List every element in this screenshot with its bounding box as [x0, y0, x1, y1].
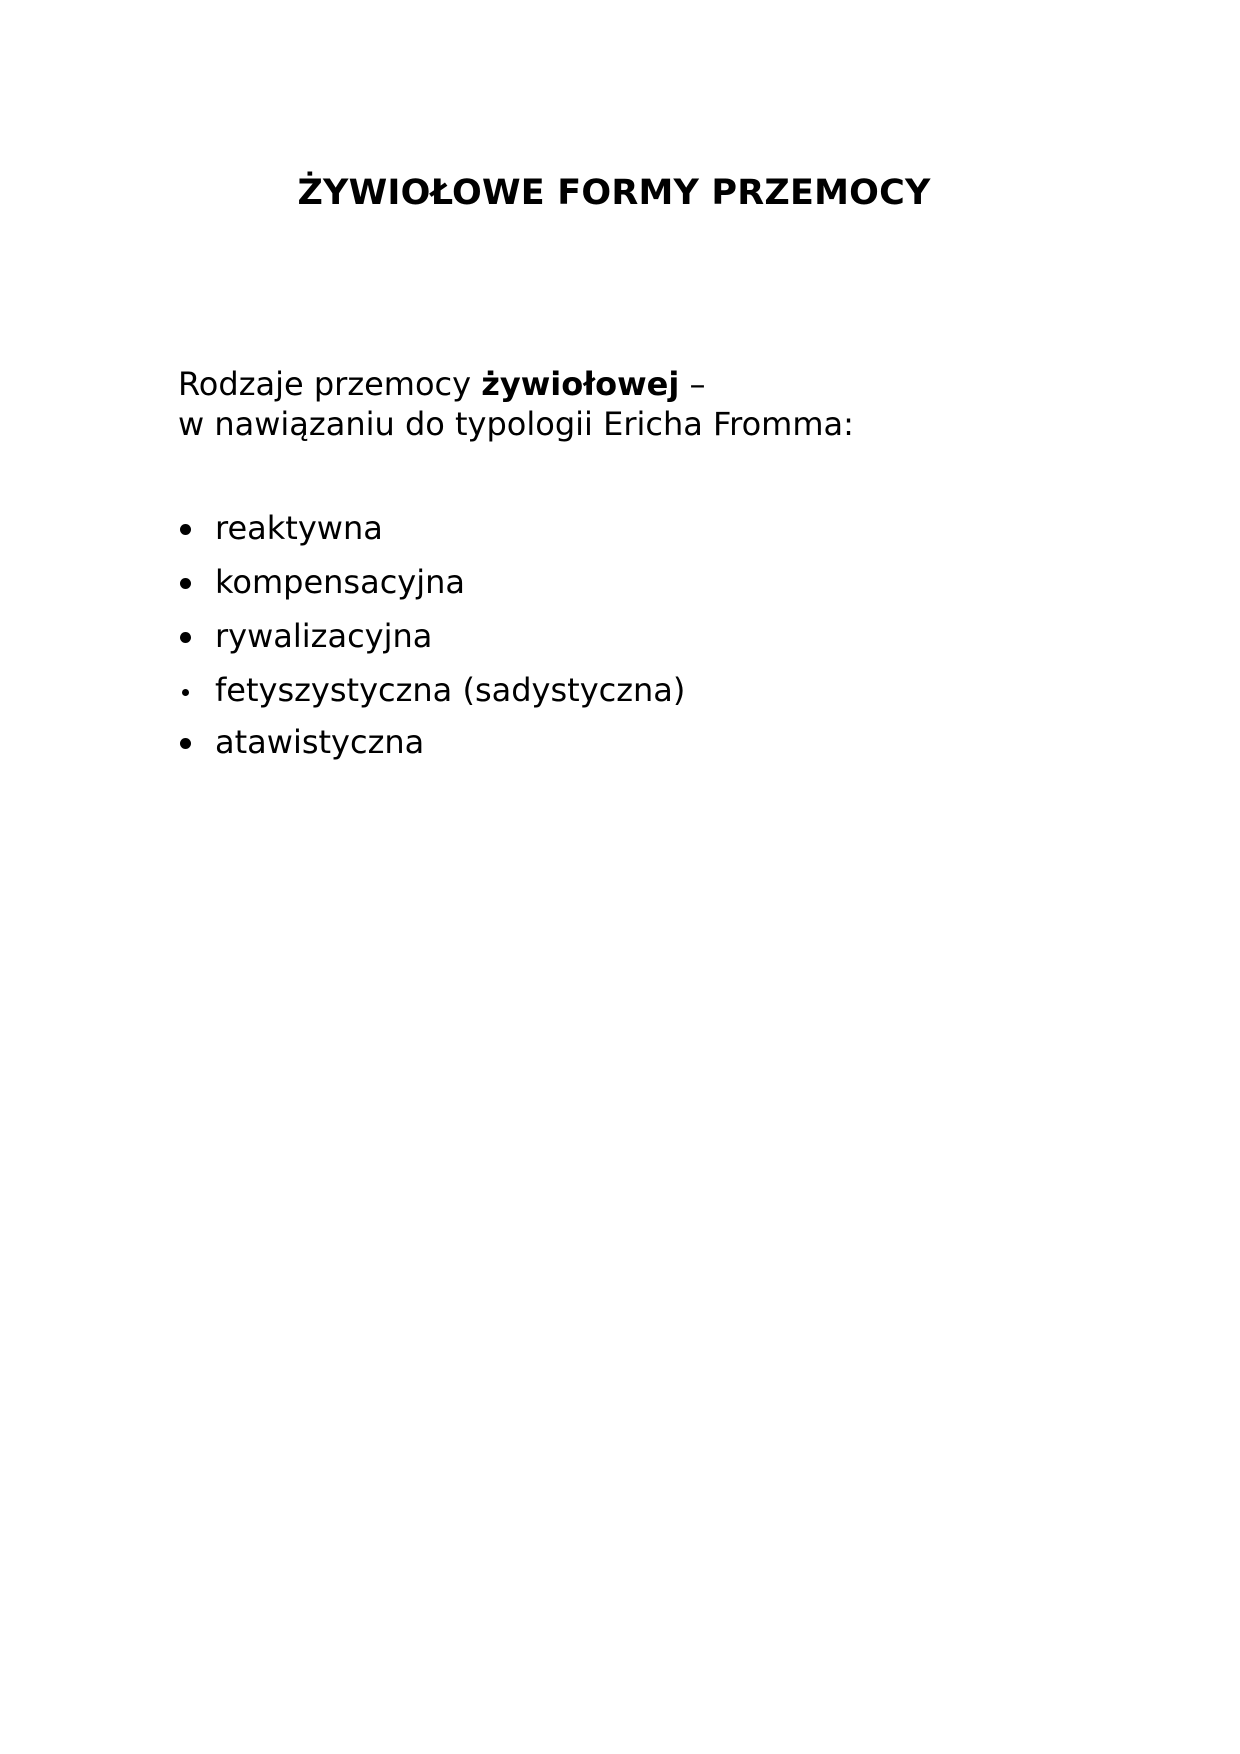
- bullet-icon: [180, 738, 191, 749]
- intro-line-2: w nawiązaniu do typologii Ericha Fromma:: [178, 405, 854, 443]
- list-item: [178, 562, 1078, 616]
- intro-paragraph: [178, 364, 1078, 444]
- bullet-icon: [180, 524, 191, 535]
- list-item-label: rywalizacyjna: [215, 617, 433, 655]
- list-item-label: fetyszystyczna (sadystyczna): [215, 671, 686, 709]
- list-item: [178, 616, 1078, 670]
- intro-text-before: Rodzaje przemocy: [178, 365, 482, 403]
- list-item-label: reaktywna: [215, 509, 383, 547]
- bullet-icon: [180, 632, 191, 643]
- list-item: [178, 722, 1078, 776]
- page-title: ŻYWIOŁOWE FORMY PRZEMOCY: [297, 173, 931, 213]
- intro-text-after: –: [679, 365, 706, 403]
- list-item-label: atawistyczna: [215, 723, 425, 761]
- list-item: [178, 670, 1078, 722]
- bullet-icon: [180, 578, 191, 589]
- bullet-list: [178, 508, 1078, 776]
- intro-bold-word: żywiołowej: [481, 365, 680, 403]
- intro-line-1: [178, 364, 1078, 404]
- bullet-icon: [182, 689, 189, 696]
- list-item: [178, 508, 1078, 562]
- list-item-label: kompensacyjna: [215, 563, 466, 601]
